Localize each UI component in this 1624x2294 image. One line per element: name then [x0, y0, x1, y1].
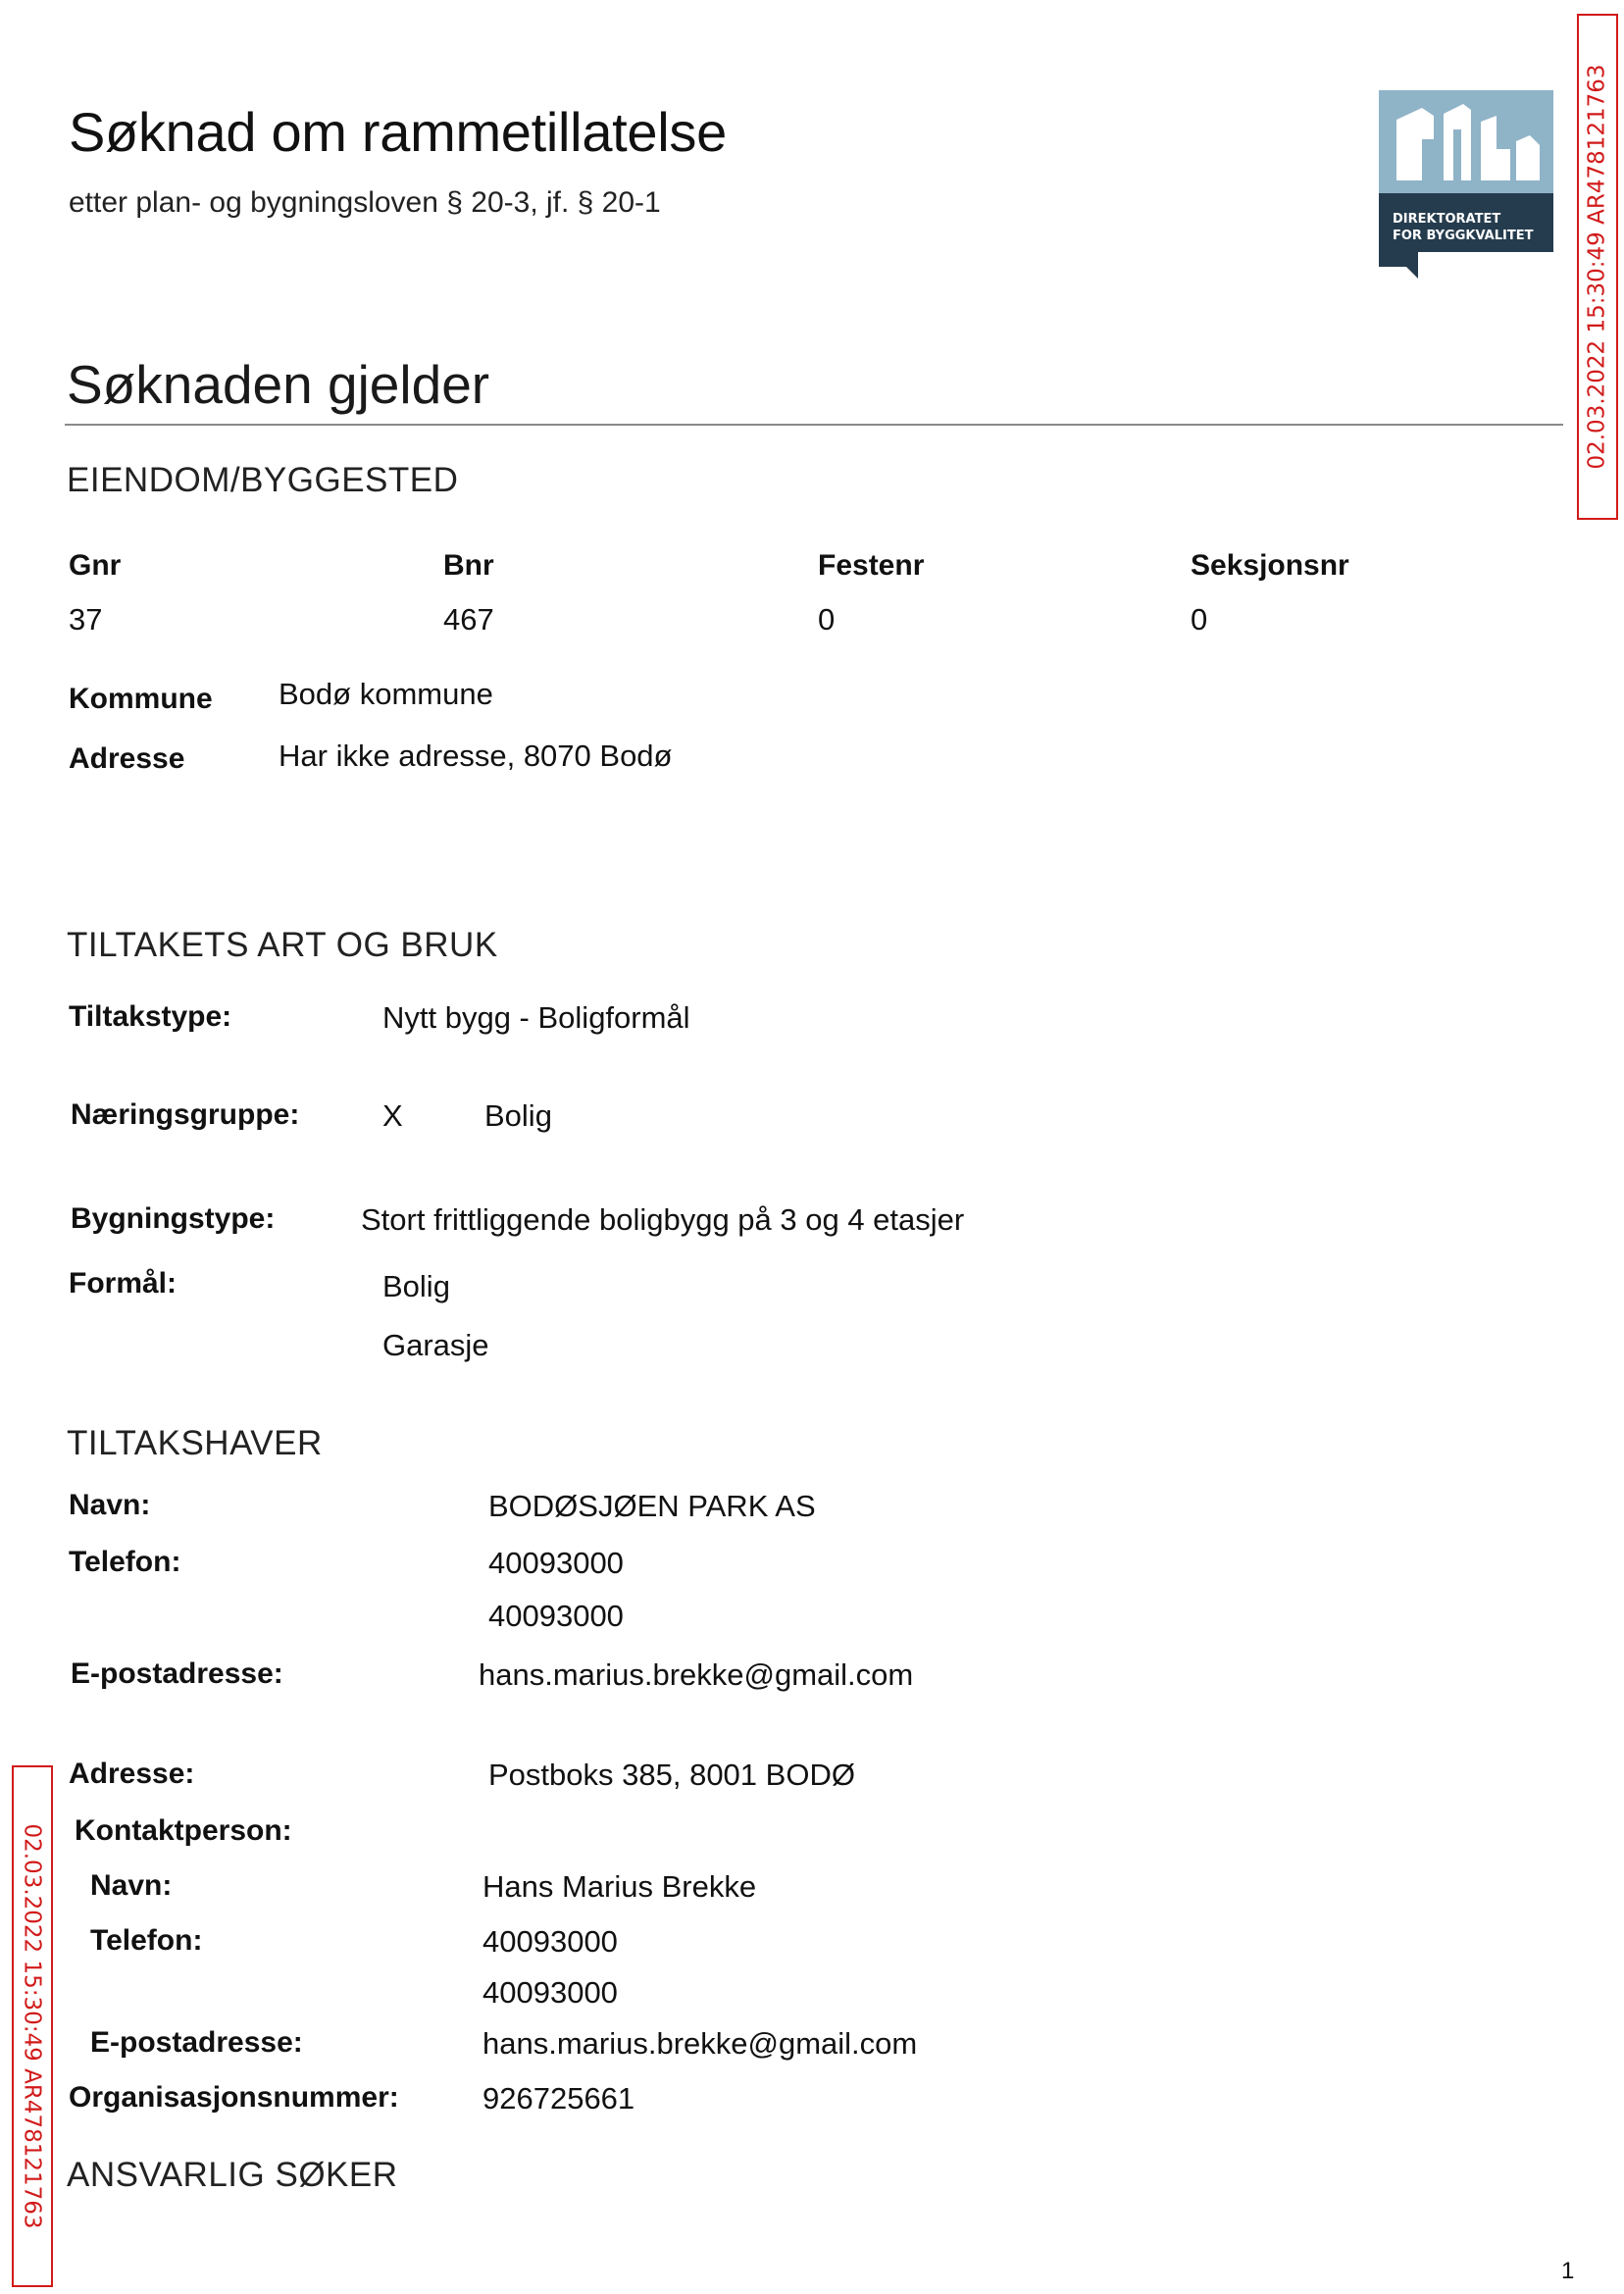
naeringsgruppe-label: Næringsgruppe: [71, 1098, 300, 1131]
tiltakstype-label: Tiltakstype: [69, 1000, 232, 1033]
th-navn-value: BODØSJØEN PARK AS [488, 1489, 816, 1523]
th-telefon-label: Telefon: [69, 1546, 181, 1578]
seksjonsnr-value: 0 [1191, 602, 1208, 637]
section-divider [65, 424, 1563, 426]
kommune-value: Bodø kommune [279, 677, 493, 711]
naeringsgruppe-value: Bolig [484, 1098, 552, 1133]
kp-epost-label: E-postadresse: [90, 2026, 303, 2059]
kp-navn-label: Navn: [90, 1869, 173, 1902]
received-stamp-top: 02.03.2022 15:30:49 AR478121763 [1577, 14, 1618, 520]
adresse-value: Har ikke adresse, 8070 Bodø [279, 739, 673, 773]
ansvarlig-soker-heading: ANSVARLIG SØKER [67, 2156, 398, 2194]
eiendom-heading: EIENDOM/BYGGESTED [67, 461, 459, 499]
gnr-label: Gnr [69, 549, 122, 582]
tiltakshaver-heading: TILTAKSHAVER [67, 1424, 323, 1462]
th-epost-label: E-postadresse: [71, 1657, 283, 1690]
festenr-label: Festenr [818, 549, 925, 582]
svg-text:FOR BYGGKVALITET: FOR BYGGKVALITET [1393, 229, 1534, 243]
seksjonsnr-label: Seksjonsnr [1191, 549, 1349, 582]
kp-telefon-value: 40093000 [482, 1924, 618, 1959]
th-adresse-value: Postboks 385, 8001 BODØ [488, 1758, 855, 1792]
formal-label: Formål: [69, 1267, 178, 1300]
dibk-logo [1379, 90, 1553, 279]
th-telefon-value: 40093000 [488, 1599, 624, 1633]
gnr-value: 37 [69, 602, 103, 637]
orgnr-value: 926725661 [482, 2081, 635, 2116]
kp-telefon-value: 40093000 [482, 1975, 618, 2010]
section-title: Søknaden gjelder [67, 354, 490, 415]
festenr-value: 0 [818, 602, 836, 637]
bygningstype-value: Stort frittliggende boligbygg på 3 og 4 etasjer [361, 1202, 965, 1237]
bnr-label: Bnr [443, 549, 494, 582]
page-number: 1 [1561, 2258, 1575, 2284]
received-stamp-bottom: 02.03.2022 15:30:49 AR478121763 [12, 1765, 53, 2287]
th-navn-label: Navn: [69, 1489, 151, 1521]
document-title: Søknad om rammetillatelse [69, 101, 727, 163]
bnr-value: 467 [443, 602, 494, 637]
naeringsgruppe-code: X [382, 1098, 403, 1133]
kontaktperson-label: Kontaktperson: [75, 1814, 292, 1847]
kp-navn-value: Hans Marius Brekke [482, 1869, 757, 1904]
kp-telefon-label: Telefon: [90, 1924, 203, 1957]
th-epost-value: hans.marius.brekke@gmail.com [479, 1657, 914, 1692]
svg-text:DIREKTORATET: DIREKTORATET [1393, 212, 1501, 227]
orgnr-label: Organisasjonsnummer: [69, 2081, 399, 2114]
dibk-logo-icon [1379, 90, 1553, 279]
kp-epost-value: hans.marius.brekke@gmail.com [482, 2026, 918, 2061]
formal-value: Garasje [382, 1328, 489, 1362]
tiltak-heading: TILTAKETS ART OG BRUK [67, 926, 498, 964]
tiltakstype-value: Nytt bygg - Boligformål [382, 1000, 690, 1035]
th-telefon-value: 40093000 [488, 1546, 624, 1580]
formal-value: Bolig [382, 1269, 450, 1303]
adresse-label: Adresse [69, 742, 185, 775]
bygningstype-label: Bygningstype: [71, 1202, 276, 1235]
kommune-label: Kommune [69, 683, 213, 715]
th-adresse-label: Adresse: [69, 1758, 195, 1790]
document-subtitle: etter plan- og bygningsloven § 20-3, jf. § 20-1 [69, 186, 661, 219]
